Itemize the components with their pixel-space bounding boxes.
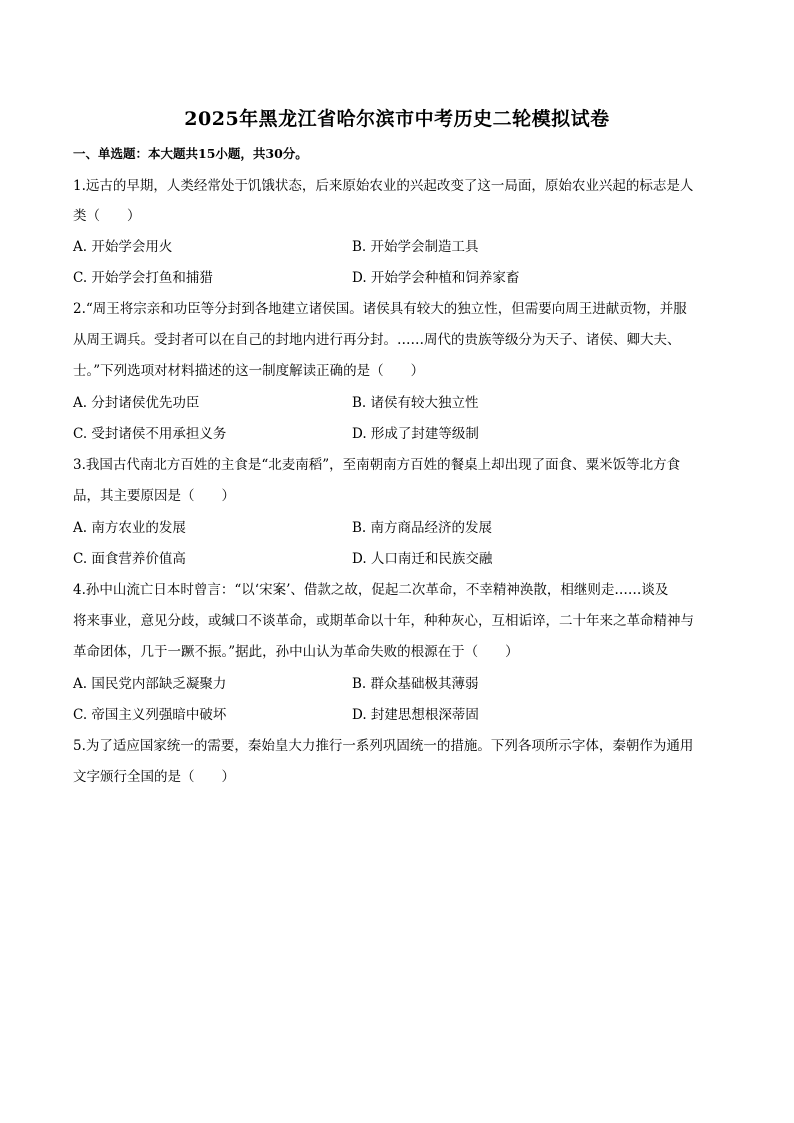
question-1-option-d: D. 开始学会种植和饲养家畜 [352, 270, 520, 286]
question-1-option-a: A. 开始学会用火 [73, 239, 173, 255]
question-4-option-d: D. 封建思想根深蒂固 [352, 707, 479, 723]
question-3-option-d: D. 人口南迁和民族交融 [352, 551, 493, 567]
question-4-option-c: C. 帝国主义列强暗中破坏 [73, 707, 227, 723]
question-1-option-b: B. 开始学会制造工具 [352, 239, 479, 255]
question-1-option-c: C. 开始学会打鱼和捕猎 [73, 270, 213, 286]
question-1-line-1: 1.远古的早期，人类经常处于饥饿状态，后来原始农业的兴起改变了这一局面，原始农业兴起的标志是人 [73, 178, 694, 194]
question-2-line-3: 士。”下列选项对材料描述的这一制度解读正确的是（ ） [73, 363, 425, 379]
question-4-line-2: 将来事业，意见分歧，或缄口不谈革命，或期革命以十年，种种灰心，互相诟谇，二十年来之革命精神与 [73, 613, 694, 629]
question-4-option-b: B. 群众基础极其薄弱 [352, 676, 479, 692]
question-3-option-b: B. 南方商品经济的发展 [352, 520, 493, 536]
section-heading: 一、单选题：本大题共15小题，共30分。 [73, 146, 308, 161]
question-2-option-b: B. 诸侯有较大独立性 [352, 395, 479, 411]
question-4-option-a: A. 国民党内部缺乏凝聚力 [73, 676, 227, 692]
question-3-line-2: 品，其主要原因是（ ） [73, 488, 235, 504]
question-5-line-2: 文字颁行全国的是（ ） [73, 769, 235, 785]
question-2-line-1: 2.“周王将宗亲和功臣等分封到各地建立诸侯国。诸侯具有较大的独立性，但需要向周王进献贡物，并服 [73, 301, 687, 317]
question-2-option-d: D. 形成了封建等级制 [352, 426, 479, 442]
question-2-option-a: A. 分封诸侯优先功臣 [73, 395, 200, 411]
question-2-option-c: C. 受封诸侯不用承担义务 [73, 426, 227, 442]
question-5-line-1: 5.为了适应国家统一的需要，秦始皇大力推行一系列巩固统一的措施。下列各项所示字体，秦朝作为通用 [73, 738, 694, 754]
question-4-line-3: 革命团体，几于一蹶不振。”据此，孙中山认为革命失败的根源在于（ ） [73, 644, 519, 660]
exam-title: 2025年黑龙江省哈尔滨市中考历史二轮模拟试卷 [184, 108, 610, 130]
question-3-option-a: A. 南方农业的发展 [73, 520, 186, 536]
question-1-line-2: 类（ ） [73, 208, 141, 224]
question-2-line-2: 从周王调兵。受封者可以在自己的封地内进行再分封。……周代的贵族等级分为天子、诸侯、卿大夫、 [73, 332, 681, 348]
question-4-line-1: 4.孙中山流亡日本时曾言：“以‘宋案’、借款之故，促起二次革命，不幸精神涣散，相继则走……谈及 [73, 582, 669, 598]
question-3-line-1: 3.我国古代南北方百姓的主食是“北麦南稻”，至南朝南方百姓的餐桌上却出现了面食、粟米饭等北方食 [73, 457, 681, 473]
question-3-option-c: C. 面食营养价值高 [73, 551, 186, 567]
